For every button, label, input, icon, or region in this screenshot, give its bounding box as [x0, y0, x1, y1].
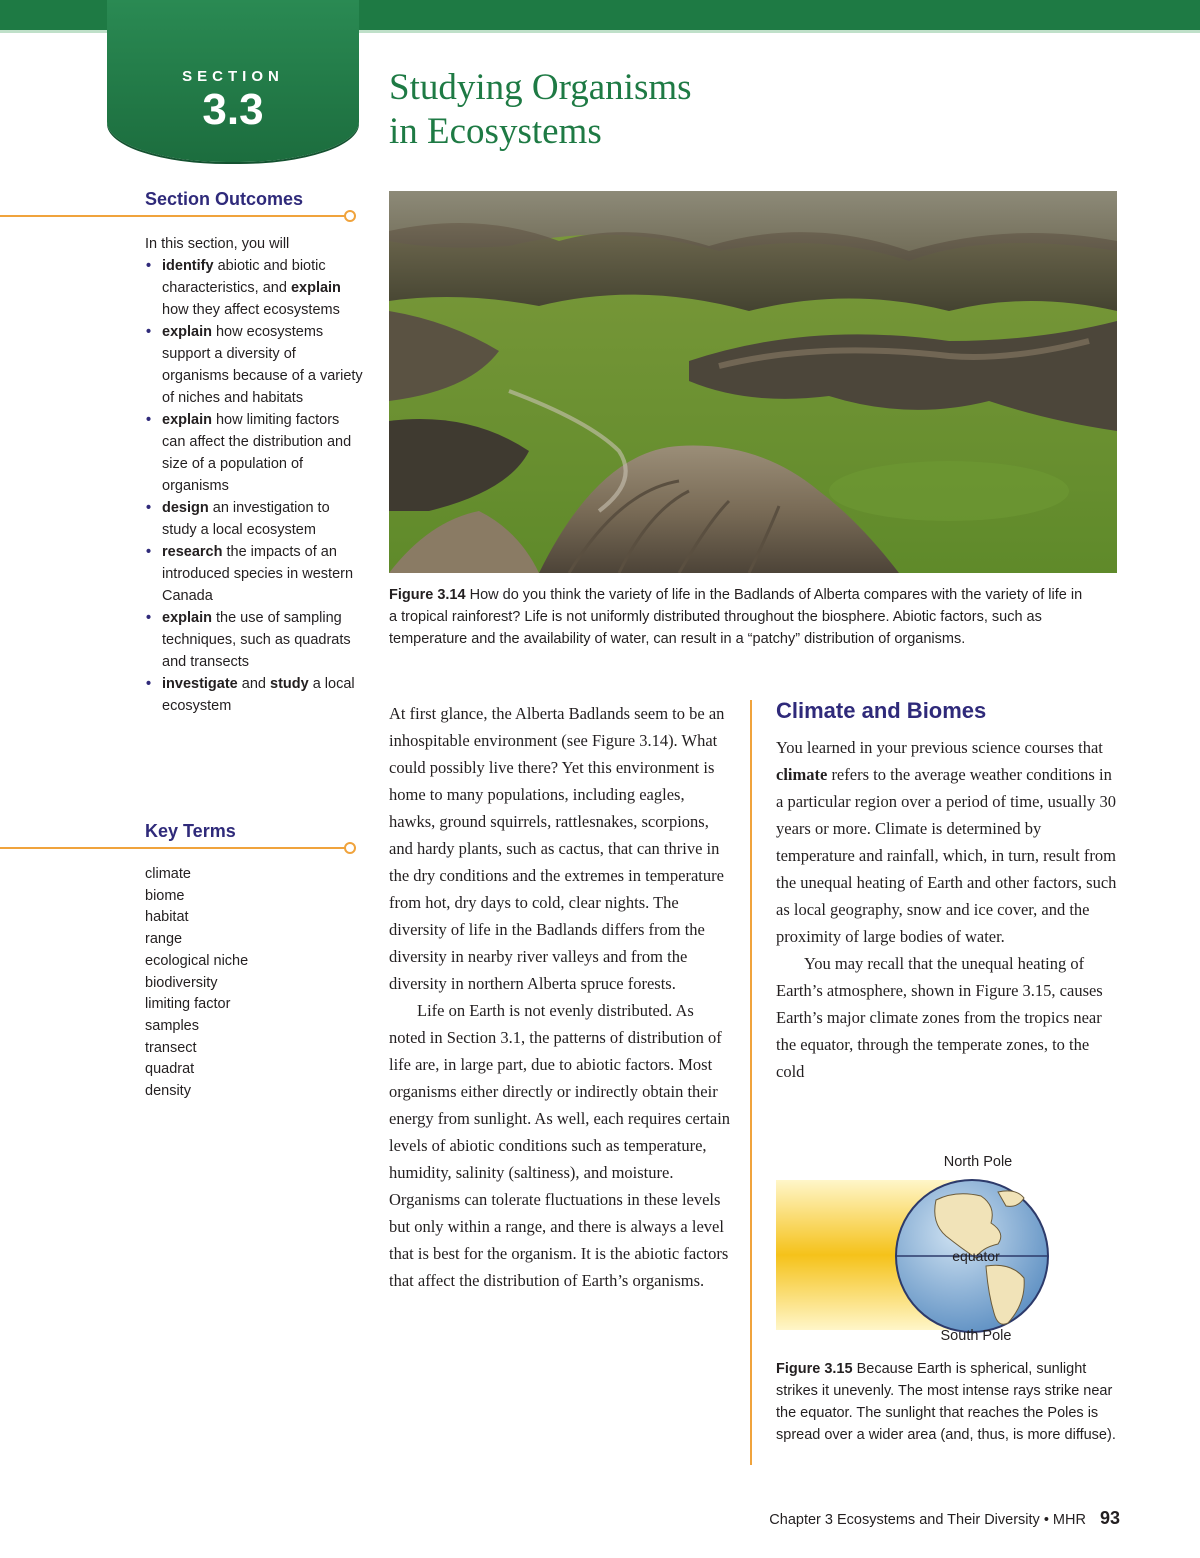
key-term[interactable]: quadrat	[145, 1061, 195, 1078]
body-paragraph-2: Life on Earth is not evenly distributed. As noted in Section 3.1, the patterns of distribution of life are, in large part, due to abiotic factors. Most organisms either directly or indirectly obtain their energy from sunlight. As well, each requires certain levels of abiotic conditions such as temperature, humidity, salinity (saltiness), and moisture. Organisms can tolerate fluctuations in these levels but only within a range, and there is always a level that is best for the organism. It is the abiotic factors that affect the distribution of Earth’s organisms.	[389, 1001, 731, 1290]
body-column-2	[776, 734, 1121, 1085]
figure-3-15-text: Because Earth is spherical, sunlight strikes it unevenly. The most intense rays strike near the equator. The sunlight that reaches the Poles is spread over a wider area (and, thus, is more diffuse).	[776, 1361, 1116, 1443]
outcomes-rule	[0, 215, 346, 217]
climate-paragraph-2: You may recall that the unequal heating of Earth’s atmosphere, shown in Figure 3.15, causes Earth’s major climate zones from the tropics near the equator, through the temperate zones, to the cold	[776, 954, 1103, 1081]
outcomes-list	[145, 233, 363, 717]
figure-3-14-caption	[389, 584, 1089, 650]
figure-3-14-text: How do you think the variety of life in the Badlands of Alberta compares with the variety of life in a tropical rainforest? Life is not uniformly distributed throughout the biosphere. Abiotic factors, such as temperature and the availability of water, can result in a “patchy” distribution of organisms.	[389, 587, 1083, 647]
outcome-item: • identify abiotic and biotic characteristics, and explain how they affect ecosystems	[145, 255, 363, 321]
key-terms-heading: Key Terms	[145, 821, 236, 841]
outcome-item: • explain how ecosystems support a diversity of organisms because of a variety of niches and habitats	[145, 321, 363, 409]
section-label: SECTION	[182, 68, 284, 85]
key-term[interactable]: habitat	[145, 909, 189, 926]
page-title	[389, 66, 692, 154]
title-line-1: Studying Organisms	[389, 67, 692, 108]
outcome-item: • investigate and study a local ecosystem	[145, 673, 363, 717]
body-column-1	[389, 700, 734, 1294]
column-divider	[750, 700, 752, 1465]
key-term[interactable]: transect	[145, 1039, 197, 1056]
term-climate: climate	[776, 765, 828, 784]
section-number: 3.3	[202, 85, 264, 134]
outcome-item: • design an investigation to study a local ecosystem	[145, 497, 363, 541]
title-line-2: in Ecosystems	[389, 111, 602, 152]
key-term[interactable]: biodiversity	[145, 974, 218, 991]
outcome-item: • explain the use of sampling techniques, such as quadrats and transects	[145, 607, 363, 673]
key-term[interactable]: climate	[145, 866, 191, 882]
equator-label: equator	[952, 1248, 1000, 1264]
outcome-item: • explain how limiting factors can affect the distribution and size of a population of organisms	[145, 409, 363, 497]
key-terms-rule	[0, 847, 346, 849]
outcomes-rule-dot	[344, 210, 356, 222]
key-term[interactable]: density	[145, 1083, 191, 1100]
south-pole-label: South Pole	[940, 1328, 1012, 1344]
key-term[interactable]: limiting factor	[145, 996, 231, 1013]
key-term[interactable]: range	[145, 931, 183, 948]
key-term[interactable]: samples	[145, 1017, 199, 1034]
north-pole-label: North Pole	[943, 1154, 1013, 1170]
figure-3-14-label: Figure 3.14	[389, 587, 466, 603]
footer-chapter: Chapter 3 Ecosystems and Their Diversity • MHR	[769, 1512, 1086, 1528]
figure-3-15-label: Figure 3.15	[776, 1361, 853, 1377]
key-term[interactable]: ecological niche	[145, 952, 249, 969]
key-terms-rule-dot	[344, 842, 356, 854]
outcome-item: • research the impacts of an introduced species in western Canada	[145, 541, 363, 607]
outcomes-heading: Section Outcomes	[145, 189, 304, 209]
figure-3-15-diagram	[776, 1150, 1116, 1360]
section-tab	[107, 0, 359, 162]
climate-paragraph-1: You learned in your previous science courses that climate refers to the average weather conditions in a particular region over a period of time, usually 30 years or more. Climate is determined by temperature and rainfall, which, in turn, result from the unequal heating of Earth and other factors, such as local geography, snow and ice cover, and the proximity of large bodies of water.	[776, 738, 1117, 946]
body-paragraph-1: At first glance, the Alberta Badlands seem to be an inhospitable environment (see Figure 3.14). What could possibly live there? Yet this environment is home to many populations, including eagles, hawks, ground squirrels, rattlesnakes, scorpions, and hardy plants, such as cactus, that can thrive in the dry conditions and the extremes in temperature from hot, dry days to cold, clear nights. The diversity of life in the Badlands differs from the diversity in nearby river valleys and from the diversity in northern Alberta spruce forests.	[389, 704, 725, 993]
page-footer	[700, 1508, 1120, 1529]
climate-heading: Climate and Biomes	[776, 698, 987, 723]
badlands-photo	[389, 191, 1117, 573]
outcomes-intro: In this section, you will	[145, 236, 290, 252]
figure-3-15-caption	[776, 1358, 1121, 1446]
key-terms-list	[145, 864, 248, 1103]
key-term[interactable]: biome	[145, 887, 185, 904]
page-number: 93	[1099, 1508, 1120, 1528]
